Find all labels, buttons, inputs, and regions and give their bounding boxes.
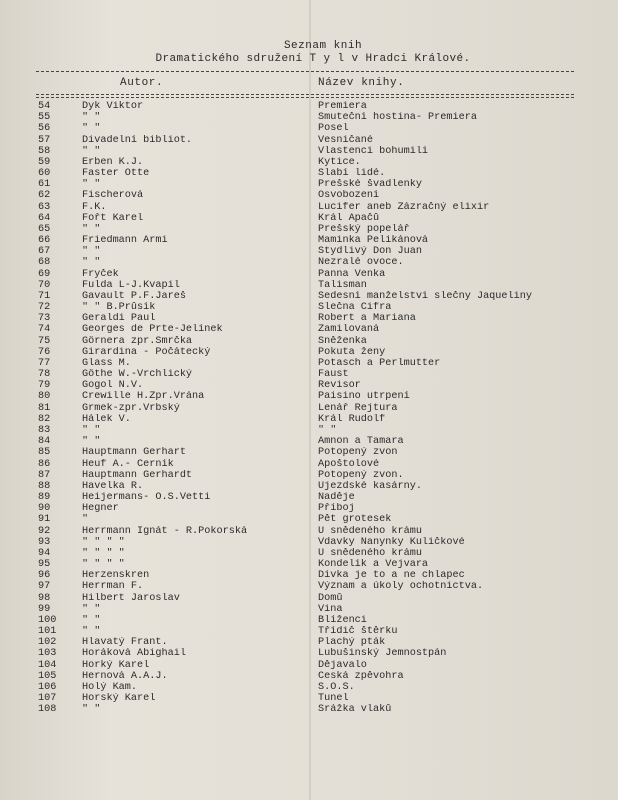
author-cell: Havelka R. <box>82 480 144 492</box>
row-number: 100 <box>38 614 57 626</box>
title-cell: Robert a Mariana <box>318 313 416 325</box>
row-number: 64 <box>38 212 51 224</box>
table-row <box>36 190 596 201</box>
title-cell: Potopený zvon <box>318 447 398 459</box>
table-row <box>36 135 596 146</box>
author-cell: Georges de Prte-Jelínek <box>82 324 223 336</box>
author-cell: " " <box>82 704 101 716</box>
author-cell: Herrmann Ignát - R.Pokorská <box>82 525 248 537</box>
title-cell: Domů <box>318 592 343 604</box>
table-row <box>36 425 596 436</box>
author-cell: Horký Karel <box>82 659 150 671</box>
table-row <box>36 537 596 548</box>
row-number: 54 <box>38 101 51 112</box>
title-cell: Posel <box>318 123 349 135</box>
row-number: 85 <box>38 447 51 459</box>
table-row <box>36 347 596 358</box>
table-row <box>36 593 596 604</box>
title-cell: Stydlivý Don Juan <box>318 246 422 258</box>
row-number: 55 <box>38 112 51 124</box>
table-row <box>36 470 596 481</box>
table-row <box>36 291 596 302</box>
column-header-title: Název knihy. <box>318 77 405 89</box>
author-cell: Fulda L-J.Kvapil <box>82 279 180 291</box>
title-cell: Kondelík a Vejvara <box>318 559 429 571</box>
row-number: 73 <box>38 313 51 325</box>
author-cell: F.K. <box>82 201 107 213</box>
row-number: 71 <box>38 290 51 302</box>
table-row <box>36 660 596 671</box>
row-number: 99 <box>38 603 51 615</box>
title-cell: Revisor <box>318 380 361 392</box>
table-row <box>36 369 596 380</box>
author-cell: Grmek-zpr.Vrbský <box>82 402 180 414</box>
row-number: 90 <box>38 503 51 515</box>
author-cell: Fryček <box>82 268 119 280</box>
divider-top <box>36 71 574 72</box>
row-number: 58 <box>38 145 51 157</box>
author-cell: Erben K.J. <box>82 156 144 168</box>
table-row <box>36 280 596 291</box>
row-number: 106 <box>38 681 57 693</box>
row-number: 61 <box>38 179 51 191</box>
row-number: 91 <box>38 514 51 526</box>
table-row <box>36 358 596 369</box>
author-cell: Divadelní bibliot. <box>82 134 193 146</box>
author-cell: Holý Kam. <box>82 681 138 693</box>
table-row <box>36 269 596 280</box>
table-row <box>36 626 596 637</box>
row-number: 97 <box>38 581 51 593</box>
table-row <box>36 179 596 190</box>
author-cell: Girardina - Počátecký <box>82 346 211 358</box>
author-cell: " " <box>82 436 101 448</box>
table-row <box>36 604 596 615</box>
row-number: 98 <box>38 592 51 604</box>
title-cell: U snědeného krámu <box>318 547 422 559</box>
row-number: 56 <box>38 123 51 135</box>
table-row <box>36 403 596 414</box>
row-number: 67 <box>38 246 51 258</box>
table-row <box>36 324 596 335</box>
divider-header <box>36 94 574 95</box>
author-cell: Heijermans- O.S.Vetti <box>82 492 211 504</box>
row-number: 92 <box>38 525 51 537</box>
row-number: 72 <box>38 302 51 314</box>
table-row <box>36 146 596 157</box>
title-cell: Talisman <box>318 279 367 291</box>
author-cell: Hauptmann Gerhardt <box>82 469 193 481</box>
row-number: 105 <box>38 670 57 682</box>
author-cell: " " <box>82 112 101 124</box>
table-row <box>36 548 596 559</box>
table-row <box>36 302 596 313</box>
table-row <box>36 123 596 134</box>
author-cell: " " <box>82 257 101 269</box>
title-cell: Sedesní manželství slečny Jaqueliny <box>318 290 532 302</box>
table-row <box>36 213 596 224</box>
divider-header-double <box>36 97 574 98</box>
author-cell: Hlavatý Frant. <box>82 637 168 649</box>
document-title: Seznam knih <box>283 40 363 52</box>
title-cell: Újezdské kasárny. <box>318 480 422 492</box>
row-number: 94 <box>38 547 51 559</box>
author-cell: " " " " <box>82 547 125 559</box>
row-number: 74 <box>38 324 51 336</box>
title-cell: Paisino utrpení <box>318 391 410 403</box>
title-cell: Blíženci <box>318 614 367 626</box>
title-cell: Kytice. <box>318 156 361 168</box>
author-cell: Horský Karel <box>82 693 156 705</box>
table-row <box>36 202 596 213</box>
title-cell: Amnon a Tamara <box>318 436 404 448</box>
author-cell: Geraldi Paul <box>82 313 156 325</box>
table-row <box>36 246 596 257</box>
title-cell: Potasch a Perlmutter <box>318 357 441 369</box>
author-cell: " " <box>82 179 101 191</box>
row-number: 76 <box>38 346 51 358</box>
title-cell: Dívka je to a ne chlapec <box>318 570 465 582</box>
title-cell: Král Apačů <box>318 212 380 224</box>
author-cell: Herzenskren <box>82 570 150 582</box>
title-cell: Lucifer aneb Zázračný elixir <box>318 201 490 213</box>
title-cell: Sněženka <box>318 335 367 347</box>
author-cell: " " " " <box>82 536 125 548</box>
table-row <box>36 481 596 492</box>
row-number: 78 <box>38 369 51 381</box>
author-cell: Friedmann Armi <box>82 235 168 247</box>
author-cell: Dyk Viktor <box>82 101 144 112</box>
author-cell: Herrman F. <box>82 581 144 593</box>
author-cell: " " B.Průsík <box>82 302 156 314</box>
author-cell: Göthe W.-Vrchlický <box>82 369 193 381</box>
table-row <box>36 704 596 715</box>
table-row <box>36 157 596 168</box>
author-cell: Hernová A.A.J. <box>82 670 168 682</box>
author-cell: " " <box>82 603 101 615</box>
table-row <box>36 671 596 682</box>
row-number: 68 <box>38 257 51 269</box>
table-row <box>36 224 596 235</box>
title-cell: U snědeného krámu <box>318 525 422 537</box>
title-cell: Vesničané <box>318 134 374 146</box>
table-row <box>36 313 596 324</box>
table-row <box>36 112 596 123</box>
table-row <box>36 447 596 458</box>
row-number: 103 <box>38 648 57 660</box>
table-row <box>36 503 596 514</box>
title-cell: Slečna Cifra <box>318 302 392 314</box>
author-cell: Heuf A.- Černík <box>82 458 174 470</box>
author-cell: Glass M. <box>82 357 131 369</box>
row-number: 102 <box>38 637 57 649</box>
title-cell: Osvobození <box>318 190 380 202</box>
title-cell: Panna Venka <box>318 268 386 280</box>
author-cell: Crewille H.Zpr.Vrána <box>82 391 205 403</box>
table-row <box>36 559 596 570</box>
author-cell: Görnera zpr.Smrčka <box>82 335 193 347</box>
title-cell: Nezralé ovoce. <box>318 257 404 269</box>
table-row <box>36 168 596 179</box>
column-header-author: Autor. <box>120 77 164 89</box>
row-number: 82 <box>38 413 51 425</box>
title-cell: Dějavalo <box>318 659 367 671</box>
row-number: 75 <box>38 335 51 347</box>
table-row <box>36 235 596 246</box>
row-number: 86 <box>38 458 51 470</box>
author-cell: " " <box>82 145 101 157</box>
table-row <box>36 414 596 425</box>
row-number: 57 <box>38 134 51 146</box>
title-cell: Lenář Rejtura <box>318 402 398 414</box>
author-cell: " " " " <box>82 559 125 571</box>
author-cell: Faster Otte <box>82 168 150 180</box>
author-cell: " <box>82 514 89 526</box>
author-cell: " " <box>82 223 101 235</box>
table-row <box>36 101 596 112</box>
title-cell: Třídič štěrku <box>318 626 398 638</box>
row-number: 93 <box>38 536 51 548</box>
author-cell: Fořt Karel <box>82 212 144 224</box>
title-cell: Příboj <box>318 503 355 515</box>
row-number: 101 <box>38 626 57 638</box>
row-number: 69 <box>38 268 51 280</box>
table-row <box>36 526 596 537</box>
table-row <box>36 380 596 391</box>
row-number: 104 <box>38 659 57 671</box>
author-cell: Hálek V. <box>82 413 131 425</box>
title-cell: Premiera <box>318 101 367 112</box>
document-subtitle: Dramatického sdružení T y l v Hradci Králové. <box>155 53 471 65</box>
author-cell: " " <box>82 626 101 638</box>
row-number: 79 <box>38 380 51 392</box>
row-number: 59 <box>38 156 51 168</box>
row-number: 95 <box>38 559 51 571</box>
table-row <box>36 570 596 581</box>
row-number: 60 <box>38 168 51 180</box>
title-cell: Faust <box>318 369 349 381</box>
row-number: 96 <box>38 570 51 582</box>
title-cell: Význam a úkoly ochotnictva. <box>318 581 484 593</box>
row-number: 89 <box>38 492 51 504</box>
row-number: 80 <box>38 391 51 403</box>
author-cell: " " <box>82 123 101 135</box>
title-cell: Smuteční hostina- Premiera <box>318 112 477 124</box>
title-cell: Tunel <box>318 693 349 705</box>
table-row <box>36 391 596 402</box>
title-cell: Lubušinský Jemnostpán <box>318 648 447 660</box>
title-cell: Pět grotesek <box>318 514 392 526</box>
row-number: 88 <box>38 480 51 492</box>
title-cell: Pokuta ženy <box>318 346 386 358</box>
row-number: 63 <box>38 201 51 213</box>
row-number: 77 <box>38 357 51 369</box>
title-cell: Maminka Pelikánová <box>318 235 429 247</box>
table-row <box>36 492 596 503</box>
row-number: 87 <box>38 469 51 481</box>
author-cell: " " <box>82 614 101 626</box>
title-cell: Potopený zvon. <box>318 469 404 481</box>
author-cell: Hauptmann Gerhart <box>82 447 186 459</box>
table-row <box>36 581 596 592</box>
author-cell: " " <box>82 246 101 258</box>
row-number: 81 <box>38 402 51 414</box>
row-number: 66 <box>38 235 51 247</box>
title-cell: S.O.S. <box>318 681 355 693</box>
row-number: 108 <box>38 704 57 716</box>
title-cell: " " <box>318 424 337 436</box>
title-cell: Plachý pták <box>318 637 386 649</box>
table-row <box>36 615 596 626</box>
table-row <box>36 514 596 525</box>
row-number: 83 <box>38 424 51 436</box>
row-number: 62 <box>38 190 51 202</box>
table-row <box>36 693 596 704</box>
title-cell: Prešský popelář <box>318 223 410 235</box>
title-cell: Král Rudolf <box>318 413 386 425</box>
author-cell: " " <box>82 424 101 436</box>
author-cell: Fischerová <box>82 190 144 202</box>
row-number: 84 <box>38 436 51 448</box>
author-cell: Hilbert Jaroslav <box>82 592 180 604</box>
title-cell: Apoštolové <box>318 458 380 470</box>
title-cell: Vina <box>318 603 343 615</box>
table-row <box>36 336 596 347</box>
row-number: 65 <box>38 223 51 235</box>
author-cell: Gogol N.V. <box>82 380 144 392</box>
table-row <box>36 648 596 659</box>
table-row <box>36 637 596 648</box>
author-cell: Horáková Abighail <box>82 648 186 660</box>
table-row <box>36 257 596 268</box>
table-row <box>36 436 596 447</box>
row-number: 70 <box>38 279 51 291</box>
title-cell: Zamilovaná <box>318 324 380 336</box>
row-number: 107 <box>38 693 57 705</box>
title-cell: Vlastenci bohumilí <box>318 145 429 157</box>
title-cell: Naděje <box>318 492 355 504</box>
table-row <box>36 682 596 693</box>
book-list <box>36 101 596 715</box>
title-cell: Srážka vlaků <box>318 704 392 716</box>
table-row <box>36 459 596 470</box>
author-cell: Hegner <box>82 503 119 515</box>
title-cell: Česká zpěvohra <box>318 670 404 682</box>
title-cell: Slabí lidé. <box>318 168 386 180</box>
author-cell: Gavault P.F.Jareš <box>82 290 186 302</box>
title-cell: Prešské švadlenky <box>318 179 422 191</box>
title-cell: Vdavky Nanynky Kuličkové <box>318 536 465 548</box>
